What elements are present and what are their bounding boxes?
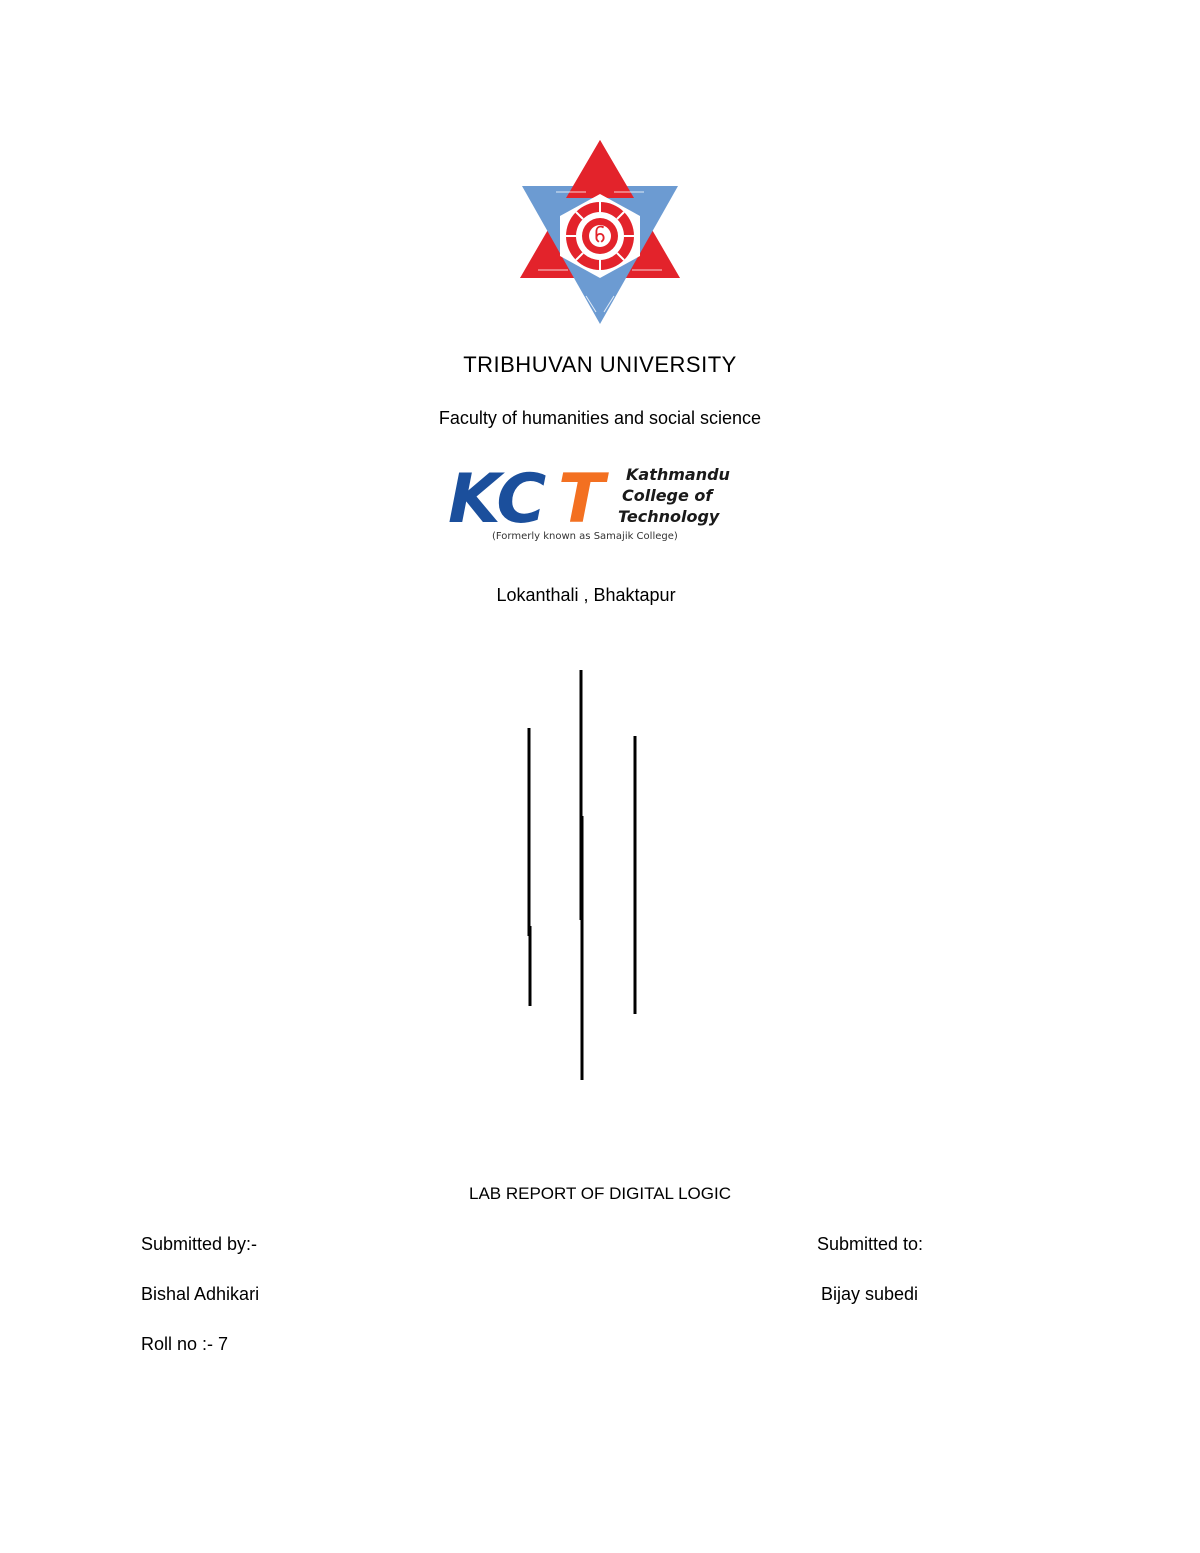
- kct-mark-t: T: [558, 460, 605, 539]
- kct-name-line3: Technology: [618, 507, 720, 526]
- university-title: TRIBHUVAN UNIVERSITY: [463, 352, 737, 377]
- kct-mark: [448, 460, 609, 539]
- report-title: LAB REPORT OF DIGITAL LOGIC: [469, 1184, 731, 1203]
- kct-logo: [446, 458, 748, 546]
- seal-center-glyph: ᨤ: [594, 227, 606, 246]
- kct-name-line1: Kathmandu: [626, 465, 730, 484]
- teacher-name: Bijay subedi: [821, 1284, 919, 1304]
- college-address: Lokanthali , Bhaktapur: [496, 585, 676, 605]
- kct-mark-kc: KC: [448, 460, 547, 539]
- submitted-by-label: Submitted by:-: [141, 1234, 258, 1254]
- decorative-vertical-lines: [500, 660, 660, 1090]
- submitted-to-label: Submitted to:: [817, 1234, 924, 1254]
- tribhuvan-university-logo: [516, 136, 684, 328]
- student-name: Bishal Adhikari: [141, 1284, 260, 1304]
- kct-tagline: (Formerly known as Samajik College): [492, 531, 678, 542]
- roll-number: Roll no :- 7: [141, 1334, 229, 1354]
- seal-red-overlap: [566, 140, 634, 198]
- faculty-name: Faculty of humanities and social science: [438, 408, 762, 428]
- kct-name-line2: College of: [622, 486, 713, 505]
